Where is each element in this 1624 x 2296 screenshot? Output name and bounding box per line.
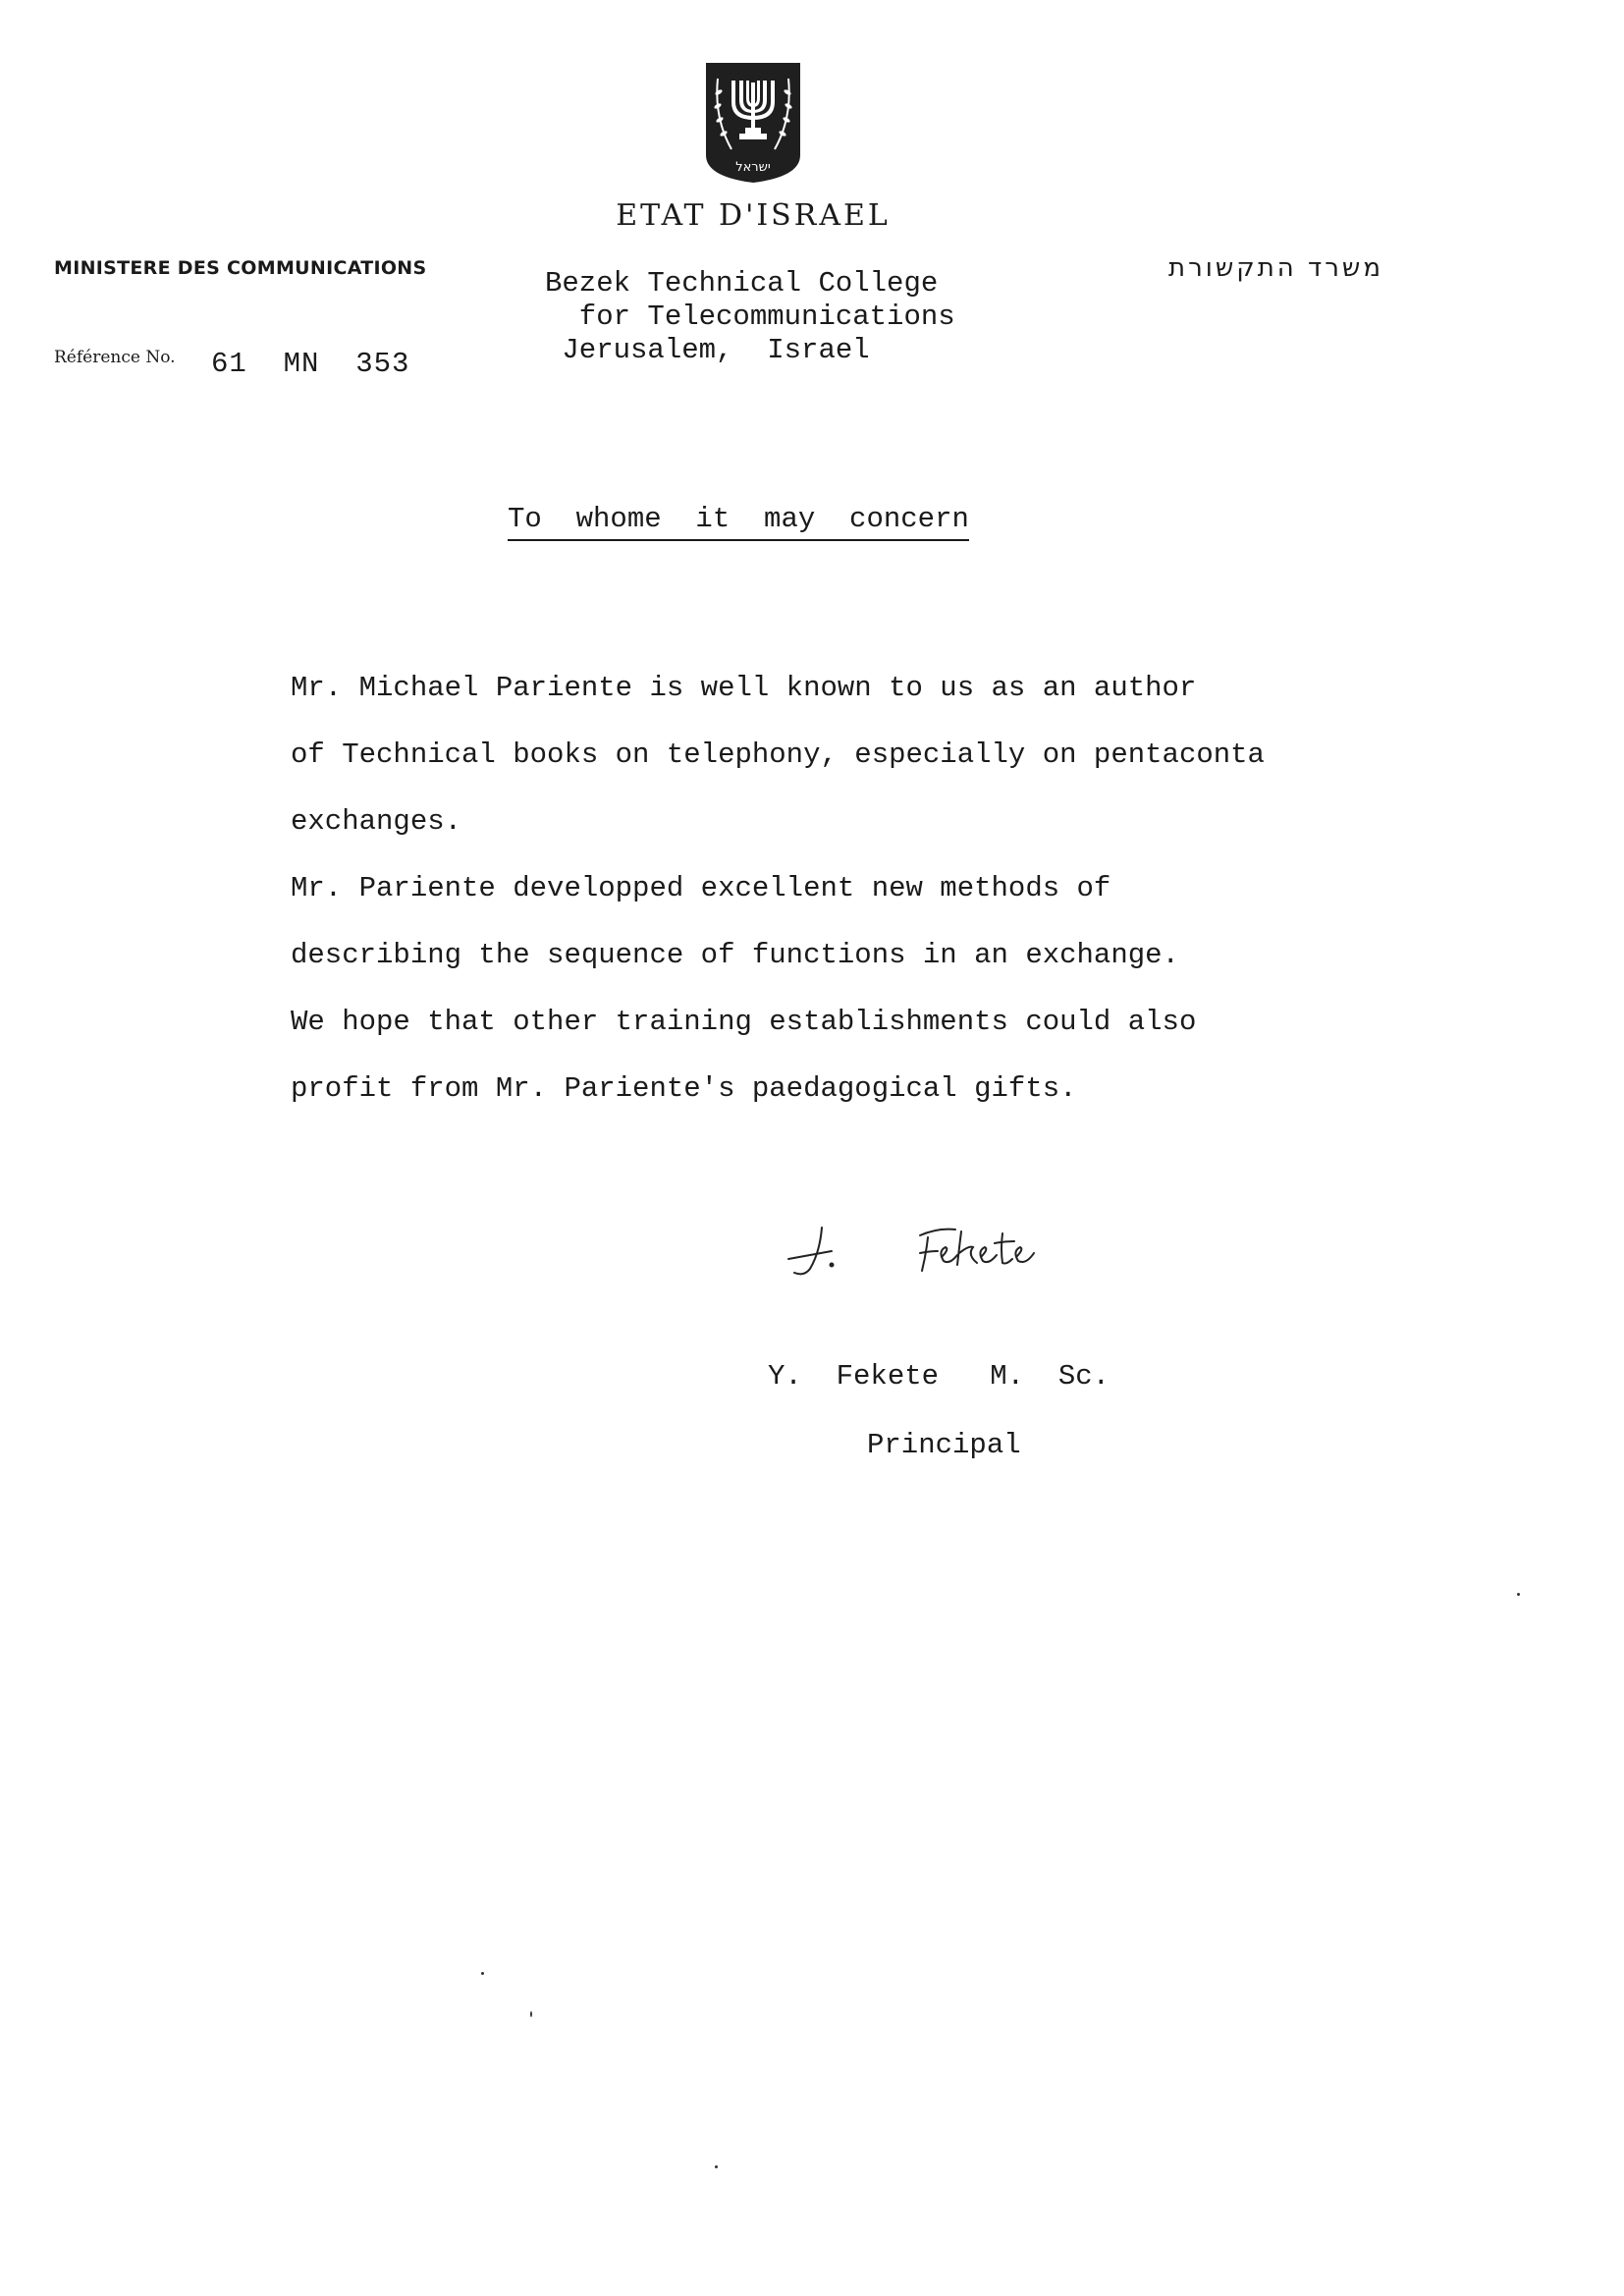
body-line: We hope that other training establishments could also [291, 1006, 1197, 1038]
reference-number: 61 MN 353 [211, 348, 410, 380]
body-line: exchanges. [291, 805, 462, 838]
institution-line-2: for Telecommunications [545, 301, 955, 333]
institution-line-3: Jerusalem, Israel [545, 334, 870, 366]
scan-speck [715, 2165, 718, 2168]
scan-speck [530, 2011, 532, 2017]
body-line: Mr. Pariente developped excellent new methods of [291, 872, 1111, 904]
body-line: Mr. Michael Pariente is well known to us as an author [291, 672, 1197, 704]
letter-body [291, 672, 1265, 1139]
body-line: profit from Mr. Pariente's paedagogical gifts. [291, 1072, 1077, 1105]
state-emblem [702, 59, 804, 185]
scan-speck [1517, 1593, 1520, 1596]
signatory-title: Principal [867, 1429, 1021, 1461]
signatory-name: Y. Fekete M. Sc. [768, 1360, 1110, 1393]
scan-speck [481, 1972, 484, 1975]
body-line: of Technical books on telephony, especially on pentaconta [291, 738, 1265, 771]
letter-subject: To whome it may concern [508, 503, 969, 541]
ministry-name-french: MINISTERE DES COMMUNICATIONS [54, 257, 427, 279]
handwritten-signature [781, 1208, 1075, 1296]
state-name: ETAT D'ISRAEL [616, 198, 891, 233]
reference-label: Référence No. [54, 348, 176, 367]
ministry-name-hebrew: משרד התקשורת [1168, 253, 1384, 283]
body-line: describing the sequence of functions in an exchange. [291, 939, 1179, 971]
institution-address [545, 267, 955, 367]
menorah-emblem-icon [702, 59, 804, 185]
institution-line-1: Bezek Technical College [545, 267, 939, 300]
emblem-caption: ישראל [735, 160, 771, 175]
